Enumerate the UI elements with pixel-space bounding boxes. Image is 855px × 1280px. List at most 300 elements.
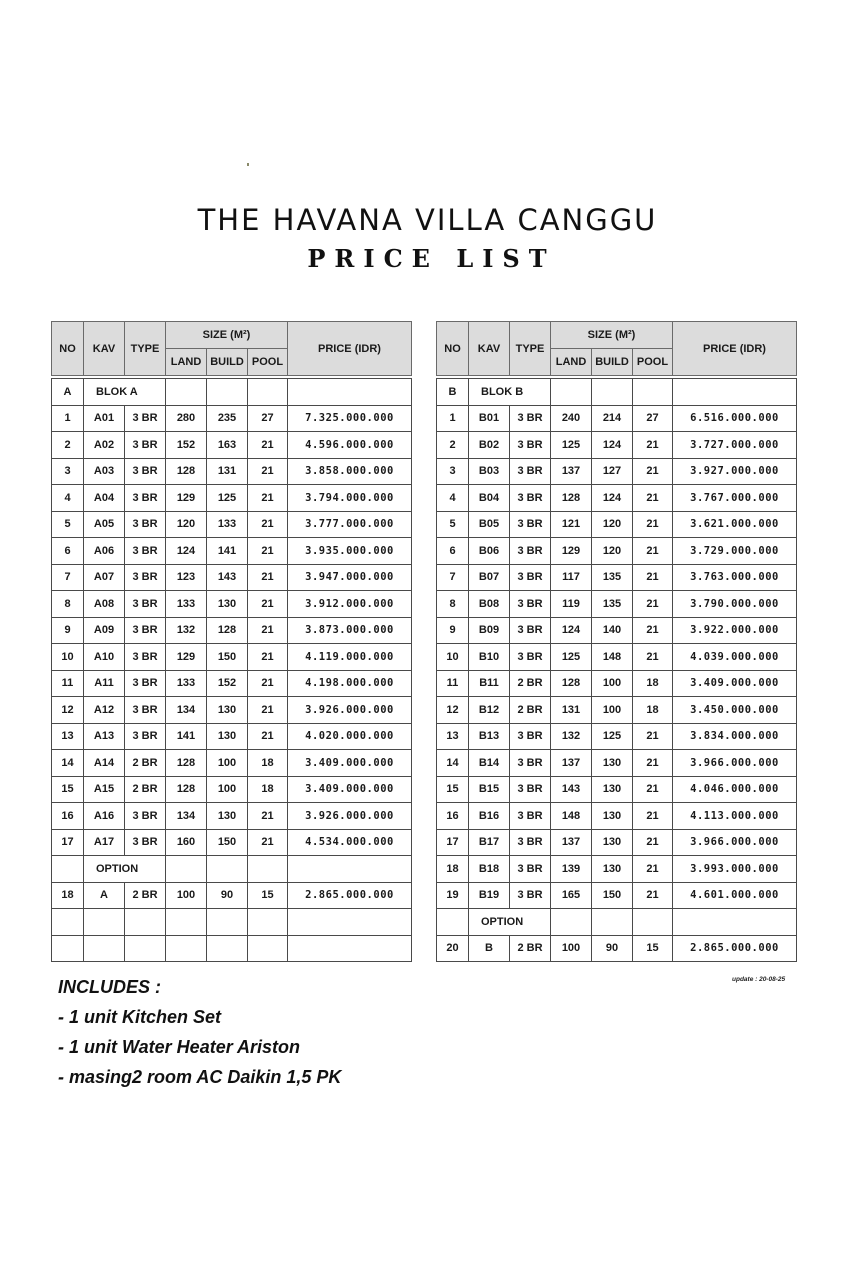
- header-type: TYPE: [125, 322, 166, 376]
- table-row: [52, 458, 412, 485]
- table-row: [52, 723, 412, 750]
- table-row: [52, 776, 412, 803]
- unit-kav: B14: [469, 750, 510, 777]
- price-table: [51, 321, 412, 376]
- unit-type: 3 BR: [125, 538, 166, 565]
- empty-cell: [288, 379, 412, 406]
- option-label: OPTION: [84, 856, 166, 883]
- block-code: B: [437, 379, 469, 406]
- unit-type: 2 BR: [125, 776, 166, 803]
- table-row: [52, 617, 412, 644]
- unit-build: 150: [592, 882, 633, 909]
- table-row: [437, 935, 797, 962]
- unit-no: 13: [52, 723, 84, 750]
- unit-type: 3 BR: [125, 458, 166, 485]
- header-type: TYPE: [510, 322, 551, 376]
- unit-type: 3 BR: [510, 511, 551, 538]
- unit-type: 3 BR: [510, 856, 551, 883]
- unit-build: 148: [592, 644, 633, 671]
- unit-land: 133: [166, 591, 207, 618]
- includes-heading: INCLUDES :: [58, 977, 161, 997]
- unit-land: 137: [551, 829, 592, 856]
- unit-pool: 21: [633, 723, 673, 750]
- unit-price: 3.409.000.000: [288, 776, 412, 803]
- unit-pool: 18: [248, 750, 288, 777]
- unit-build: 124: [592, 432, 633, 459]
- unit-price: 3.912.000.000: [288, 591, 412, 618]
- table-row: [52, 670, 412, 697]
- unit-pool: 21: [633, 829, 673, 856]
- unit-type: 3 BR: [125, 670, 166, 697]
- blank-row: [52, 909, 412, 936]
- unit-no: 12: [437, 697, 469, 724]
- header-land: LAND: [166, 349, 207, 376]
- unit-pool: 21: [633, 458, 673, 485]
- empty-cell: [207, 379, 248, 406]
- unit-no: 8: [52, 591, 84, 618]
- unit-price: 3.858.000.000: [288, 458, 412, 485]
- unit-pool: 21: [248, 432, 288, 459]
- header-build: BUILD: [207, 349, 248, 376]
- unit-no: 10: [437, 644, 469, 671]
- unit-type: 3 BR: [125, 829, 166, 856]
- header-land: LAND: [551, 349, 592, 376]
- table-row: [52, 405, 412, 432]
- unit-price: 4.601.000.000: [673, 882, 797, 909]
- header-kav: KAV: [84, 322, 125, 376]
- unit-type: 3 BR: [510, 803, 551, 830]
- unit-type: 3 BR: [125, 617, 166, 644]
- table-row: [52, 644, 412, 671]
- unit-build: 214: [592, 405, 633, 432]
- unit-build: 125: [592, 723, 633, 750]
- unit-pool: 21: [248, 458, 288, 485]
- unit-land: 133: [166, 670, 207, 697]
- unit-no: 3: [52, 458, 84, 485]
- header-price: PRICE (IDR): [673, 322, 797, 376]
- unit-pool: 21: [248, 564, 288, 591]
- unit-kav: B07: [469, 564, 510, 591]
- unit-land: 129: [551, 538, 592, 565]
- unit-pool: 21: [248, 538, 288, 565]
- unit-land: 134: [166, 697, 207, 724]
- unit-price: 4.020.000.000: [288, 723, 412, 750]
- header-row: [437, 322, 797, 349]
- unit-type: 3 BR: [510, 829, 551, 856]
- unit-type: 3 BR: [510, 458, 551, 485]
- includes-section: [58, 972, 341, 1092]
- empty-cell: [166, 909, 207, 936]
- unit-land: 129: [166, 485, 207, 512]
- empty-cell: [248, 935, 288, 962]
- unit-no: 4: [437, 485, 469, 512]
- unit-build: 130: [592, 856, 633, 883]
- unit-land: 128: [166, 458, 207, 485]
- unit-build: 133: [207, 511, 248, 538]
- empty-cell: [52, 909, 84, 936]
- header-price: PRICE (IDR): [288, 322, 412, 376]
- unit-price: 3.834.000.000: [673, 723, 797, 750]
- unit-kav: A02: [84, 432, 125, 459]
- unit-no: 11: [437, 670, 469, 697]
- unit-kav: B13: [469, 723, 510, 750]
- unit-price: 7.325.000.000: [288, 405, 412, 432]
- unit-land: 128: [166, 750, 207, 777]
- unit-no: 17: [52, 829, 84, 856]
- unit-kav: A09: [84, 617, 125, 644]
- unit-kav: B08: [469, 591, 510, 618]
- unit-pool: 21: [248, 697, 288, 724]
- unit-land: 125: [551, 432, 592, 459]
- unit-kav: A13: [84, 723, 125, 750]
- block-label: BLOK B: [469, 379, 551, 406]
- unit-build: 141: [207, 538, 248, 565]
- unit-build: 125: [207, 485, 248, 512]
- unit-price: 3.409.000.000: [673, 670, 797, 697]
- unit-kav: A12: [84, 697, 125, 724]
- unit-no: 9: [437, 617, 469, 644]
- unit-type: 3 BR: [510, 432, 551, 459]
- table-row: [52, 564, 412, 591]
- unit-pool: 21: [633, 803, 673, 830]
- unit-price: 4.046.000.000: [673, 776, 797, 803]
- unit-price: 3.927.000.000: [673, 458, 797, 485]
- unit-build: 130: [207, 723, 248, 750]
- block-row: [437, 379, 797, 406]
- unit-land: 134: [166, 803, 207, 830]
- header-no: NO: [437, 322, 469, 376]
- includes-item: - 1 unit Water Heater Ariston: [58, 1037, 301, 1057]
- unit-price: 3.947.000.000: [288, 564, 412, 591]
- unit-no: 19: [437, 882, 469, 909]
- page-title: THE HAVANA VILLA CANGGU: [197, 203, 658, 237]
- header-size: SIZE (M²): [166, 322, 288, 349]
- unit-build: 90: [207, 882, 248, 909]
- unit-type: 2 BR: [510, 670, 551, 697]
- unit-no: 12: [52, 697, 84, 724]
- unit-no: 6: [52, 538, 84, 565]
- unit-type: 3 BR: [125, 644, 166, 671]
- unit-land: 280: [166, 405, 207, 432]
- unit-price: 4.198.000.000: [288, 670, 412, 697]
- unit-land: 143: [551, 776, 592, 803]
- table-row: [437, 432, 797, 459]
- table-row: [437, 591, 797, 618]
- empty-cell: [166, 379, 207, 406]
- empty-cell: [633, 379, 673, 406]
- unit-kav: B11: [469, 670, 510, 697]
- price-table: [436, 321, 797, 376]
- unit-land: 124: [551, 617, 592, 644]
- unit-kav: A15: [84, 776, 125, 803]
- empty-cell: [437, 909, 469, 936]
- header-kav: KAV: [469, 322, 510, 376]
- unit-type: 2 BR: [510, 697, 551, 724]
- unit-kav: A06: [84, 538, 125, 565]
- price-table-blok-a: [51, 321, 412, 962]
- option-row: [52, 856, 412, 883]
- table-row: [52, 432, 412, 459]
- unit-no: 1: [437, 405, 469, 432]
- unit-type: 3 BR: [510, 564, 551, 591]
- unit-land: 117: [551, 564, 592, 591]
- table-row: [52, 511, 412, 538]
- unit-land: 128: [551, 670, 592, 697]
- unit-pool: 21: [248, 829, 288, 856]
- unit-kav: A01: [84, 405, 125, 432]
- header-build: BUILD: [592, 349, 633, 376]
- unit-price: 3.993.000.000: [673, 856, 797, 883]
- unit-price: 3.767.000.000: [673, 485, 797, 512]
- empty-cell: [125, 935, 166, 962]
- unit-type: 2 BR: [125, 750, 166, 777]
- unit-pool: 21: [633, 882, 673, 909]
- table-row: [52, 882, 412, 909]
- unit-type: 3 BR: [510, 538, 551, 565]
- unit-pool: 15: [633, 935, 673, 962]
- unit-land: 129: [166, 644, 207, 671]
- unit-land: 139: [551, 856, 592, 883]
- table-row: [52, 829, 412, 856]
- unit-land: 125: [551, 644, 592, 671]
- unit-price: 3.926.000.000: [288, 697, 412, 724]
- table-header: [52, 322, 412, 376]
- table-row: [437, 882, 797, 909]
- unit-type: 3 BR: [510, 617, 551, 644]
- unit-pool: 18: [248, 776, 288, 803]
- unit-kav: A14: [84, 750, 125, 777]
- unit-pool: 21: [633, 750, 673, 777]
- unit-no: 15: [437, 776, 469, 803]
- unit-land: 124: [166, 538, 207, 565]
- table-row: [437, 750, 797, 777]
- unit-type: 2 BR: [125, 882, 166, 909]
- unit-pool: 21: [248, 723, 288, 750]
- unit-price: 3.621.000.000: [673, 511, 797, 538]
- empty-cell: [248, 379, 288, 406]
- unit-pool: 21: [248, 670, 288, 697]
- unit-build: 150: [207, 829, 248, 856]
- unit-no: 3: [437, 458, 469, 485]
- empty-cell: [207, 856, 248, 883]
- unit-no: 11: [52, 670, 84, 697]
- unit-price: 4.596.000.000: [288, 432, 412, 459]
- header-row: [52, 322, 412, 349]
- table-row: [437, 803, 797, 830]
- unit-pool: 21: [633, 856, 673, 883]
- empty-cell: [207, 909, 248, 936]
- unit-type: 3 BR: [125, 485, 166, 512]
- unit-build: 130: [207, 591, 248, 618]
- empty-cell: [673, 909, 797, 936]
- unit-kav: A: [84, 882, 125, 909]
- unit-price: 3.966.000.000: [673, 750, 797, 777]
- unit-kav: A16: [84, 803, 125, 830]
- unit-kav: B12: [469, 697, 510, 724]
- unit-type: 3 BR: [510, 591, 551, 618]
- table-row: [437, 511, 797, 538]
- unit-land: 137: [551, 750, 592, 777]
- header-pool: POOL: [633, 349, 673, 376]
- table-row: [437, 697, 797, 724]
- header-pool: POOL: [248, 349, 288, 376]
- unit-price: 3.729.000.000: [673, 538, 797, 565]
- unit-no: 1: [52, 405, 84, 432]
- unit-land: 240: [551, 405, 592, 432]
- unit-build: 100: [207, 776, 248, 803]
- unit-type: 3 BR: [510, 405, 551, 432]
- unit-build: 128: [207, 617, 248, 644]
- includes-item: - masing2 room AC Daikin 1,5 PK: [58, 1067, 342, 1087]
- unit-land: 137: [551, 458, 592, 485]
- price-table-body: [51, 378, 412, 962]
- price-table-body: [436, 378, 797, 962]
- unit-no: 10: [52, 644, 84, 671]
- unit-no: 14: [437, 750, 469, 777]
- block-row: [52, 379, 412, 406]
- empty-cell: [52, 935, 84, 962]
- unit-build: 135: [592, 591, 633, 618]
- unit-pool: 15: [248, 882, 288, 909]
- unit-build: 135: [592, 564, 633, 591]
- unit-pool: 21: [248, 617, 288, 644]
- unit-land: 123: [166, 564, 207, 591]
- unit-land: 120: [166, 511, 207, 538]
- unit-land: 132: [551, 723, 592, 750]
- unit-land: 100: [166, 882, 207, 909]
- empty-cell: [84, 935, 125, 962]
- unit-kav: A05: [84, 511, 125, 538]
- empty-cell: [207, 935, 248, 962]
- unit-build: 130: [592, 776, 633, 803]
- table-row: [437, 538, 797, 565]
- empty-cell: [551, 909, 592, 936]
- unit-no: 8: [437, 591, 469, 618]
- unit-kav: B03: [469, 458, 510, 485]
- empty-cell: [52, 856, 84, 883]
- unit-build: 120: [592, 511, 633, 538]
- empty-cell: [248, 856, 288, 883]
- empty-cell: [248, 909, 288, 936]
- table-header: [437, 322, 797, 376]
- unit-pool: 21: [633, 485, 673, 512]
- unit-no: 5: [437, 511, 469, 538]
- unit-type: 3 BR: [510, 644, 551, 671]
- unit-kav: A04: [84, 485, 125, 512]
- unit-pool: 21: [248, 803, 288, 830]
- unit-price: 4.039.000.000: [673, 644, 797, 671]
- option-label: OPTION: [469, 909, 551, 936]
- unit-build: 163: [207, 432, 248, 459]
- unit-pool: 18: [633, 697, 673, 724]
- unit-no: 20: [437, 935, 469, 962]
- empty-cell: [673, 379, 797, 406]
- unit-kav: A07: [84, 564, 125, 591]
- unit-kav: B04: [469, 485, 510, 512]
- update-note: update : 20-08-25: [732, 976, 786, 983]
- unit-land: 152: [166, 432, 207, 459]
- unit-pool: 21: [633, 617, 673, 644]
- unit-price: 3.922.000.000: [673, 617, 797, 644]
- unit-type: 3 BR: [510, 723, 551, 750]
- unit-kav: A03: [84, 458, 125, 485]
- unit-build: 235: [207, 405, 248, 432]
- unit-no: 16: [437, 803, 469, 830]
- unit-type: 3 BR: [125, 591, 166, 618]
- empty-cell: [592, 379, 633, 406]
- unit-land: 128: [551, 485, 592, 512]
- table-row: [52, 485, 412, 512]
- unit-pool: 21: [633, 511, 673, 538]
- unit-type: 3 BR: [510, 750, 551, 777]
- empty-cell: [166, 856, 207, 883]
- unit-pool: 27: [248, 405, 288, 432]
- unit-land: 160: [166, 829, 207, 856]
- unit-type: 3 BR: [510, 776, 551, 803]
- unit-price: 4.534.000.000: [288, 829, 412, 856]
- unit-kav: A08: [84, 591, 125, 618]
- unit-build: 100: [592, 670, 633, 697]
- unit-type: 3 BR: [125, 697, 166, 724]
- unit-price: 2.865.000.000: [673, 935, 797, 962]
- unit-kav: B16: [469, 803, 510, 830]
- unit-land: 119: [551, 591, 592, 618]
- unit-build: 130: [592, 803, 633, 830]
- unit-no: 7: [52, 564, 84, 591]
- table-row: [437, 405, 797, 432]
- table-row: [437, 644, 797, 671]
- option-row: [437, 909, 797, 936]
- empty-cell: [551, 379, 592, 406]
- unit-price: 3.763.000.000: [673, 564, 797, 591]
- unit-build: 120: [592, 538, 633, 565]
- unit-price: 3.794.000.000: [288, 485, 412, 512]
- unit-kav: B02: [469, 432, 510, 459]
- unit-type: 3 BR: [125, 511, 166, 538]
- unit-price: 3.873.000.000: [288, 617, 412, 644]
- unit-kav: B: [469, 935, 510, 962]
- unit-type: 3 BR: [510, 882, 551, 909]
- unit-land: 100: [551, 935, 592, 962]
- unit-pool: 21: [633, 564, 673, 591]
- table-row: [437, 723, 797, 750]
- unit-build: 143: [207, 564, 248, 591]
- empty-cell: [633, 909, 673, 936]
- table-row: [52, 750, 412, 777]
- table-row: [52, 697, 412, 724]
- unit-land: 128: [166, 776, 207, 803]
- unit-price: 4.113.000.000: [673, 803, 797, 830]
- unit-price: 3.777.000.000: [288, 511, 412, 538]
- table-row: [437, 564, 797, 591]
- unit-build: 131: [207, 458, 248, 485]
- unit-kav: A17: [84, 829, 125, 856]
- unit-land: 132: [166, 617, 207, 644]
- unit-build: 100: [592, 697, 633, 724]
- unit-type: 2 BR: [510, 935, 551, 962]
- unit-type: 3 BR: [510, 485, 551, 512]
- unit-build: 152: [207, 670, 248, 697]
- empty-cell: [592, 909, 633, 936]
- unit-build: 90: [592, 935, 633, 962]
- table-row: [437, 458, 797, 485]
- unit-pool: 21: [633, 591, 673, 618]
- unit-kav: B01: [469, 405, 510, 432]
- table-row: [437, 829, 797, 856]
- unit-type: 3 BR: [125, 564, 166, 591]
- unit-price: 3.935.000.000: [288, 538, 412, 565]
- unit-type: 3 BR: [125, 405, 166, 432]
